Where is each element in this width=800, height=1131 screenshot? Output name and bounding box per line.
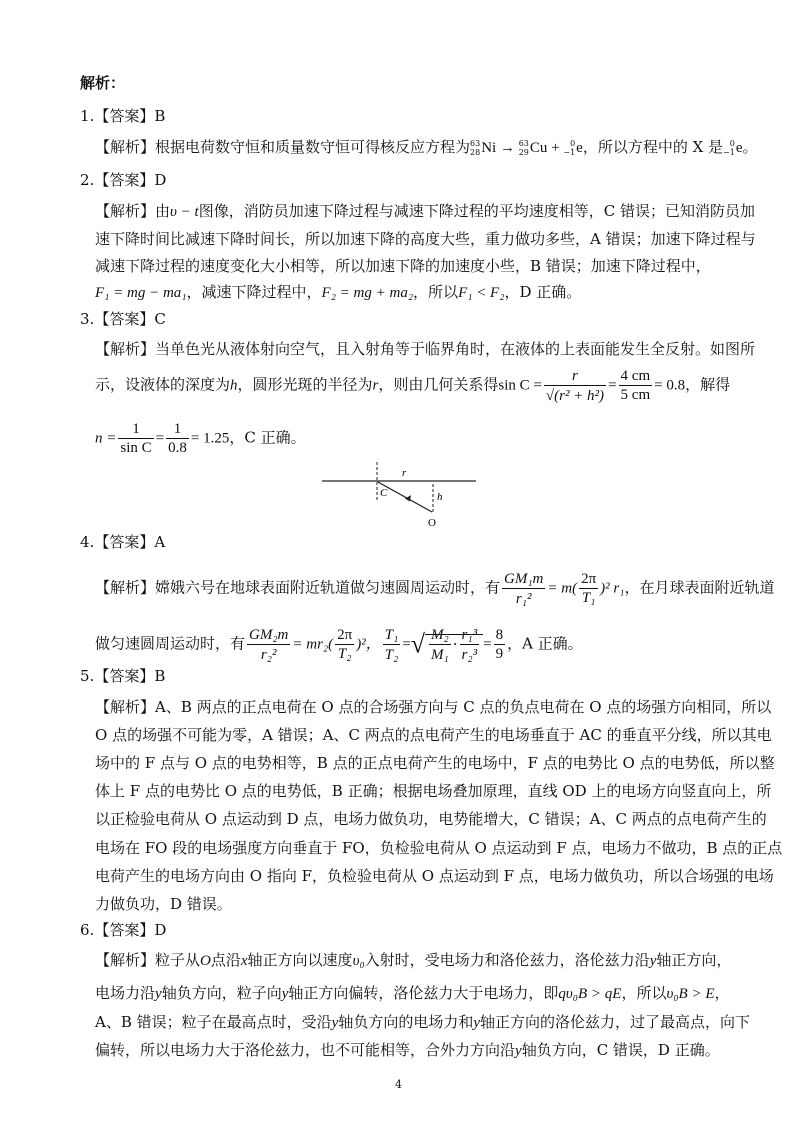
element-cu: Cu + — [529, 140, 564, 156]
q5-line: 电场在 FO 段的电场强度方向垂直于 FO，负检验电荷从 O 点运动到 F 点，电场力不做功，B 点的正点 — [95, 839, 783, 857]
q4-answer — [80, 532, 165, 552]
q2-number: 2. — [80, 171, 95, 189]
fraction: $\frac{4 cm}{5 cm}$ — [620, 368, 651, 403]
q5-line: 电荷产生的电场方向由 O 指向 F，负检验电荷从 O 点运动到 F 点，电场力做负功，所以合场强的电场 — [95, 867, 774, 885]
q6-line-4: 偏转，所以电场力大于洛伦兹力，也不可能相等，合外力方向沿y轴负方向，C 错误，D 正确。 — [95, 1041, 720, 1059]
q3-line-2: 示，设液体的深度为h，圆形光斑的半径为r，则由几何关系得sin C = $\frac{r}{\text{√(r² + h²)}}$ = $\frac{4 cm}{5 cm}$ = 0.8，解得 — [95, 368, 731, 404]
isotope-cu: 63 29 — [518, 139, 529, 157]
q4-answer-text: 【答案】A — [94, 533, 166, 551]
arrow: → — [496, 140, 519, 156]
electron: e — [576, 140, 583, 156]
isotope-ni: 63 28 — [470, 139, 481, 157]
square-root: $\frac{\text{M₂}}{\text{M₁}}$ · $\frac{\text{r₁³}}{\text{r₂³}}$ — [425, 634, 483, 653]
arrow-icon — [405, 495, 414, 503]
label-h: h — [437, 491, 443, 503]
q5-line: 力做负功，D 错误。 — [95, 895, 232, 913]
q2-line-1: 【解析】由υ − t图像，消防员加速下降过程与减速下降过程的平均速度相等，C 错误；已知消防员加 — [95, 202, 755, 220]
q5-line: 体上 F 点的电势比 O 点的电势低，B 正确；根据电场叠加原理，直线 OD 上的电场方向竖直向上，所 — [95, 782, 772, 800]
q6-number: 6. — [80, 921, 95, 939]
label-c: C — [380, 487, 388, 499]
q6-answer — [80, 920, 166, 940]
q2-answer-text: 【答案】D — [94, 171, 167, 189]
fraction: $\frac{\text{GM₁m}}{\text{r₁²}}$ — [504, 571, 544, 607]
q1-number: 1. — [80, 107, 95, 125]
label-r: r — [402, 467, 407, 479]
math: F₁ < F₂ — [458, 285, 505, 301]
q5-line: 场中的 F 点与 O 点的电势相等，B 点的正点电荷产生的电场中，F 点的电势比 O 点的电势低，所以整 — [95, 754, 775, 772]
q5-number: 5. — [80, 667, 95, 685]
fraction: $\frac{2\pi}{\text{T₂}}$ — [337, 627, 353, 662]
q5-line: O 点的场强不可能为零，A 错误；A、C 两点的点电荷产生的电场垂直于 AC 的垂直平分线，所以其电 — [95, 726, 772, 744]
text: 。 — [742, 138, 758, 156]
math: F₁ = mg − ma₁ — [95, 285, 187, 301]
fraction: $\frac{\text{T₁}}{\text{T₂}}$ — [384, 627, 399, 663]
heading: 解析： — [80, 74, 126, 92]
fraction: $\frac{1}{0.8}$ — [168, 421, 187, 456]
isotope-e2: 0 −1 — [723, 139, 735, 157]
fraction: $\frac{8}{9}$ — [495, 627, 504, 662]
label-o: O — [428, 517, 436, 529]
electron: e — [735, 140, 743, 156]
q4-number: 4. — [80, 533, 95, 551]
q2-line-3: 减速下降过程的速度变化大小相等，所以加速下降的加速度小些，B 错误；加速下降过程中， — [95, 257, 711, 275]
math: υ − t — [170, 204, 199, 220]
q2-line-2: 速下降时间比减速下降时间长，所以加速下降的高度大些，重力做功多些，A 错误；加速下降过程与 — [95, 230, 756, 248]
page-number: 4 — [395, 1078, 402, 1091]
q3-answer-text: 【答案】C — [94, 310, 166, 328]
q6-line-3: A、B 错误；粒子在最高点时，受沿y轴负方向的电场力和y轴正方向的洛伦兹力，过了最高点，向下 — [95, 1013, 751, 1031]
q2-line-4: F₁ = mg − ma₁，减速下降过程中，F₂ = mg + ma₂，所以F₁ < F₂，D 正确。 — [95, 283, 582, 301]
q5-line: 【解析】A、B 两点的正点电荷在 O 点的合场强方向与 C 点的负点电荷在 O 点的场强方向相同，所以 — [95, 698, 772, 716]
q6-answer-text: 【答案】D — [94, 921, 167, 939]
q4-line-1: 【解析】嫦娥六号在地球表面附近轨道做匀速圆周运动时，有 $\frac{\text{GM₁m}}{\text{r₁²}}$ = m( $\frac{2\pi}{\text{T₁}}$ )² r₁，在月球表面附近轨道 — [95, 571, 775, 607]
q6-line-2: 电场力沿y轴负方向，粒子向y轴正方向偏转，洛伦兹力大于电场力，即qυ₀B > qE，所以υ₀B > E， — [95, 984, 730, 1002]
fraction: $\frac{\text{GM₂m}}{\text{r₂²}}$ — [249, 627, 289, 663]
q3-line-3: n = $\frac{1}{\text{sin C}}$ = $\frac{1}{0.8}$ = 1.25，C 正确。 — [95, 421, 306, 456]
q3-number: 3. — [80, 310, 95, 328]
q4-line-2: 做匀速圆周运动时，有 $\frac{\text{GM₂m}}{\text{r₂²}}$ = mr₂( $\frac{2\pi}{\text{T₂}}$ )²， $\frac{\text{T₁}}{\text{T₂}}$ =√ $\frac{\text{M₂}}{\text{M₁}}$ · $\frac{\text{r₁³}}{\text{r₂³}}$ = $\frac{8}{9}$ ，A 正确。 — [95, 627, 583, 663]
fraction: $\frac{1}{\text{sin C}}$ — [120, 421, 152, 456]
q6-line-1: 【解析】粒子从O点沿x轴正方向以速度υ₀入射时，受电场力和洛伦兹力，洛伦兹力沿y轴正方向， — [95, 951, 732, 969]
element-ni: Ni — [481, 140, 497, 156]
q5-line: 以正检验电荷从 O 点运动到 D 点，电场力做负功，电势能增大，C 错误；A、C 两点的点电荷产生的 — [95, 810, 767, 828]
q3-line-1: 【解析】当单色光从液体射向空气，且入射角等于临界角时，在液体的上表面能发生全反射。如图所 — [95, 340, 756, 358]
q5-answer-text: 【答案】B — [94, 667, 166, 685]
math: F₂ = mg + ma₂ — [321, 285, 414, 301]
text: 【解析】根据电荷数守恒和质量数守恒可得核反应方程为 — [95, 138, 471, 156]
fraction: $\frac{2\pi}{\text{T₁}}$ — [581, 571, 597, 606]
q5-answer — [80, 666, 165, 686]
fraction: $\frac{r}{\text{√(r² + h²)}}$ — [545, 368, 605, 404]
text: ，所以方程中的 X 是 — [582, 138, 724, 156]
isotope-e: 0 −1 — [563, 139, 576, 157]
q1-answer-text: 【答案】B — [94, 107, 166, 125]
